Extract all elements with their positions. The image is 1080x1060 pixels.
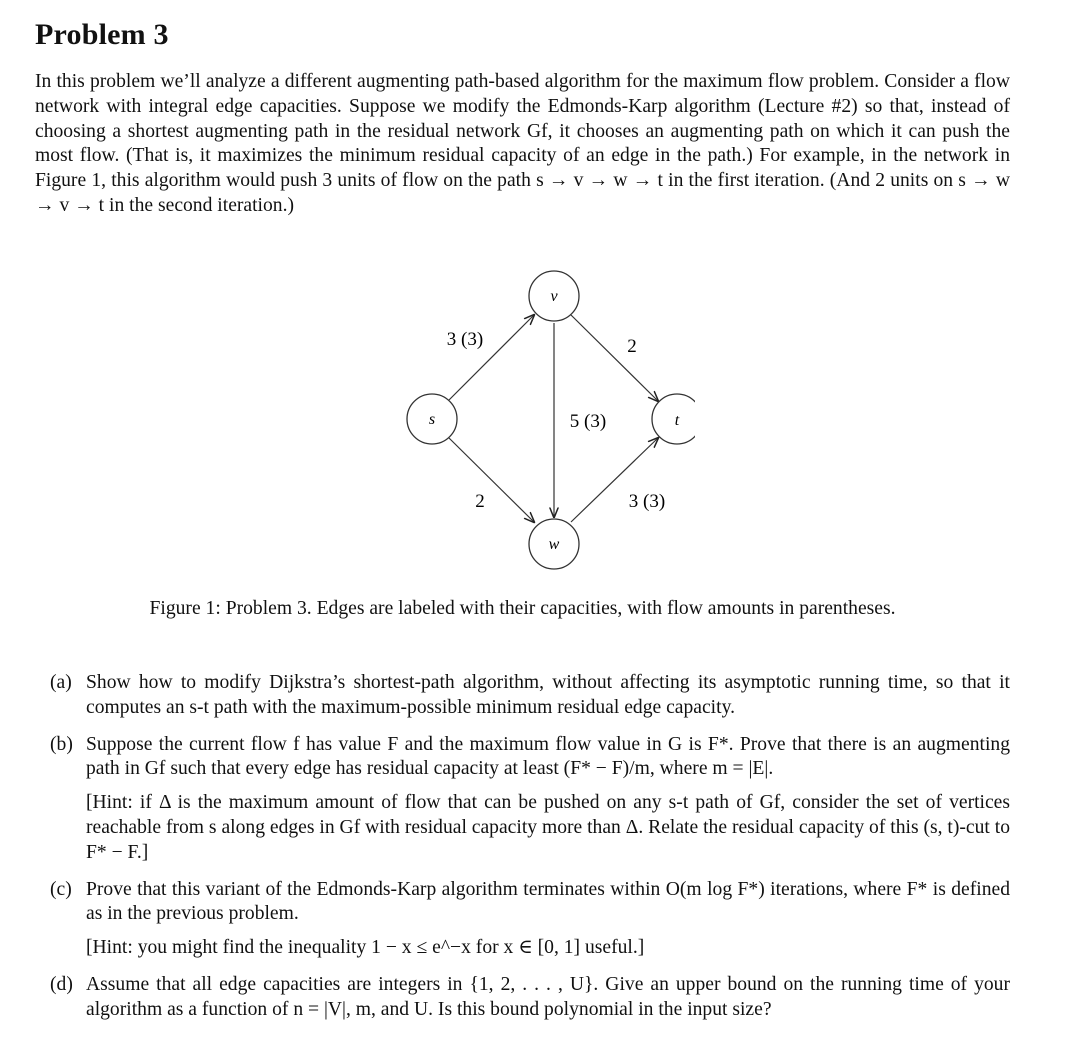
edge-label-v-w: 5 (3) — [569, 411, 607, 432]
flow-network-figure — [355, 265, 695, 585]
part-b — [50, 733, 1010, 866]
part-b-text: Suppose the current flow f has value F and the maximum flow value in G is F*. Prove that there is an augmenting path in Gf such that every edge has residual capacity at least (F* − F)/m, where m = |E|. — [86, 733, 1010, 780]
edge-label-w-t: 3 (3) — [628, 491, 666, 512]
part-d — [50, 973, 1010, 1023]
part-c-hint: [Hint: you might find the inequality 1 − x ≤ e^−x for x ∈ [0, 1] useful.] — [86, 937, 645, 959]
intro-paragraph: In this problem we’ll analyze a different augmenting path-based algorithm for the maximum flow problem. Consider a flow network with integral edge capacities. Suppose we modify the Edmonds-Karp algorithm (Lecture #2) so that, instead of choosing a shortest augmenting path in the residual network Gf, it chooses an augmenting path on which it can push the most flow. (That is, it maximizes the minimum residual capacity of an edge in the path.) For example, in the network in Figure 1, this algorithm would push 3 units of flow on the path s → v → w → t in the first iteration. (And 2 units on s → w → v → t in the second iteration.) — [35, 71, 1010, 216]
svg-text:w: w — [548, 536, 560, 553]
edge-label-s-v: 3 (3) — [446, 329, 484, 350]
part-b-hint: [Hint: if Δ is the maximum amount of flow that can be pushed on any s-t path of Gf, consider the set of vertices reachable from s along edges in Gf with residual capacity more than Δ. Relate the residual capacity of this (s, t)-cut to F* − F.] — [86, 792, 1010, 863]
part-d-label: (d) — [50, 973, 73, 995]
part-c — [50, 878, 1010, 961]
node-w — [529, 519, 579, 569]
edge-label-s-w: 2 — [475, 491, 485, 512]
edge-v-t — [571, 315, 658, 401]
node-s — [407, 394, 457, 444]
svg-text:v: v — [550, 288, 558, 305]
part-a — [50, 671, 1010, 721]
part-a-label: (a) — [50, 672, 72, 693]
svg-text:s: s — [428, 411, 436, 428]
part-c-text: Prove that this variant of the Edmonds-Karp algorithm terminates within O(m log F*) iterations, where F* is defined as in the previous problem. — [86, 878, 1010, 925]
figure-caption: Figure 1: Problem 3. Edges are labeled with their capacities, with flow amounts in parentheses. — [149, 598, 896, 619]
part-c-label: (c) — [50, 878, 72, 900]
edge-s-w — [449, 438, 534, 522]
svg-text:t: t — [674, 412, 680, 429]
part-b-label: (b) — [50, 733, 73, 755]
part-d-text: Assume that all edge capacities are integers in {1, 2, . . . , U}. Give an upper bound on the running time of your algorithm as a function of n = |V|, m, and U. Is this bound polynomial in the input size? — [86, 973, 1010, 1020]
edge-s-v — [446, 315, 534, 400]
edge-label-v-t: 2 — [627, 336, 637, 357]
problem-parts — [50, 671, 1010, 1035]
part-a-text: Show how to modify Dijkstra’s shortest-path algorithm, without affecting its asymptotic running time, so that it computes an s-t path with the maximum-possible minimum residual edge capacity. — [86, 672, 1010, 718]
problem-title: Problem 3 — [35, 18, 169, 51]
node-t — [652, 394, 695, 444]
node-v — [529, 271, 579, 321]
